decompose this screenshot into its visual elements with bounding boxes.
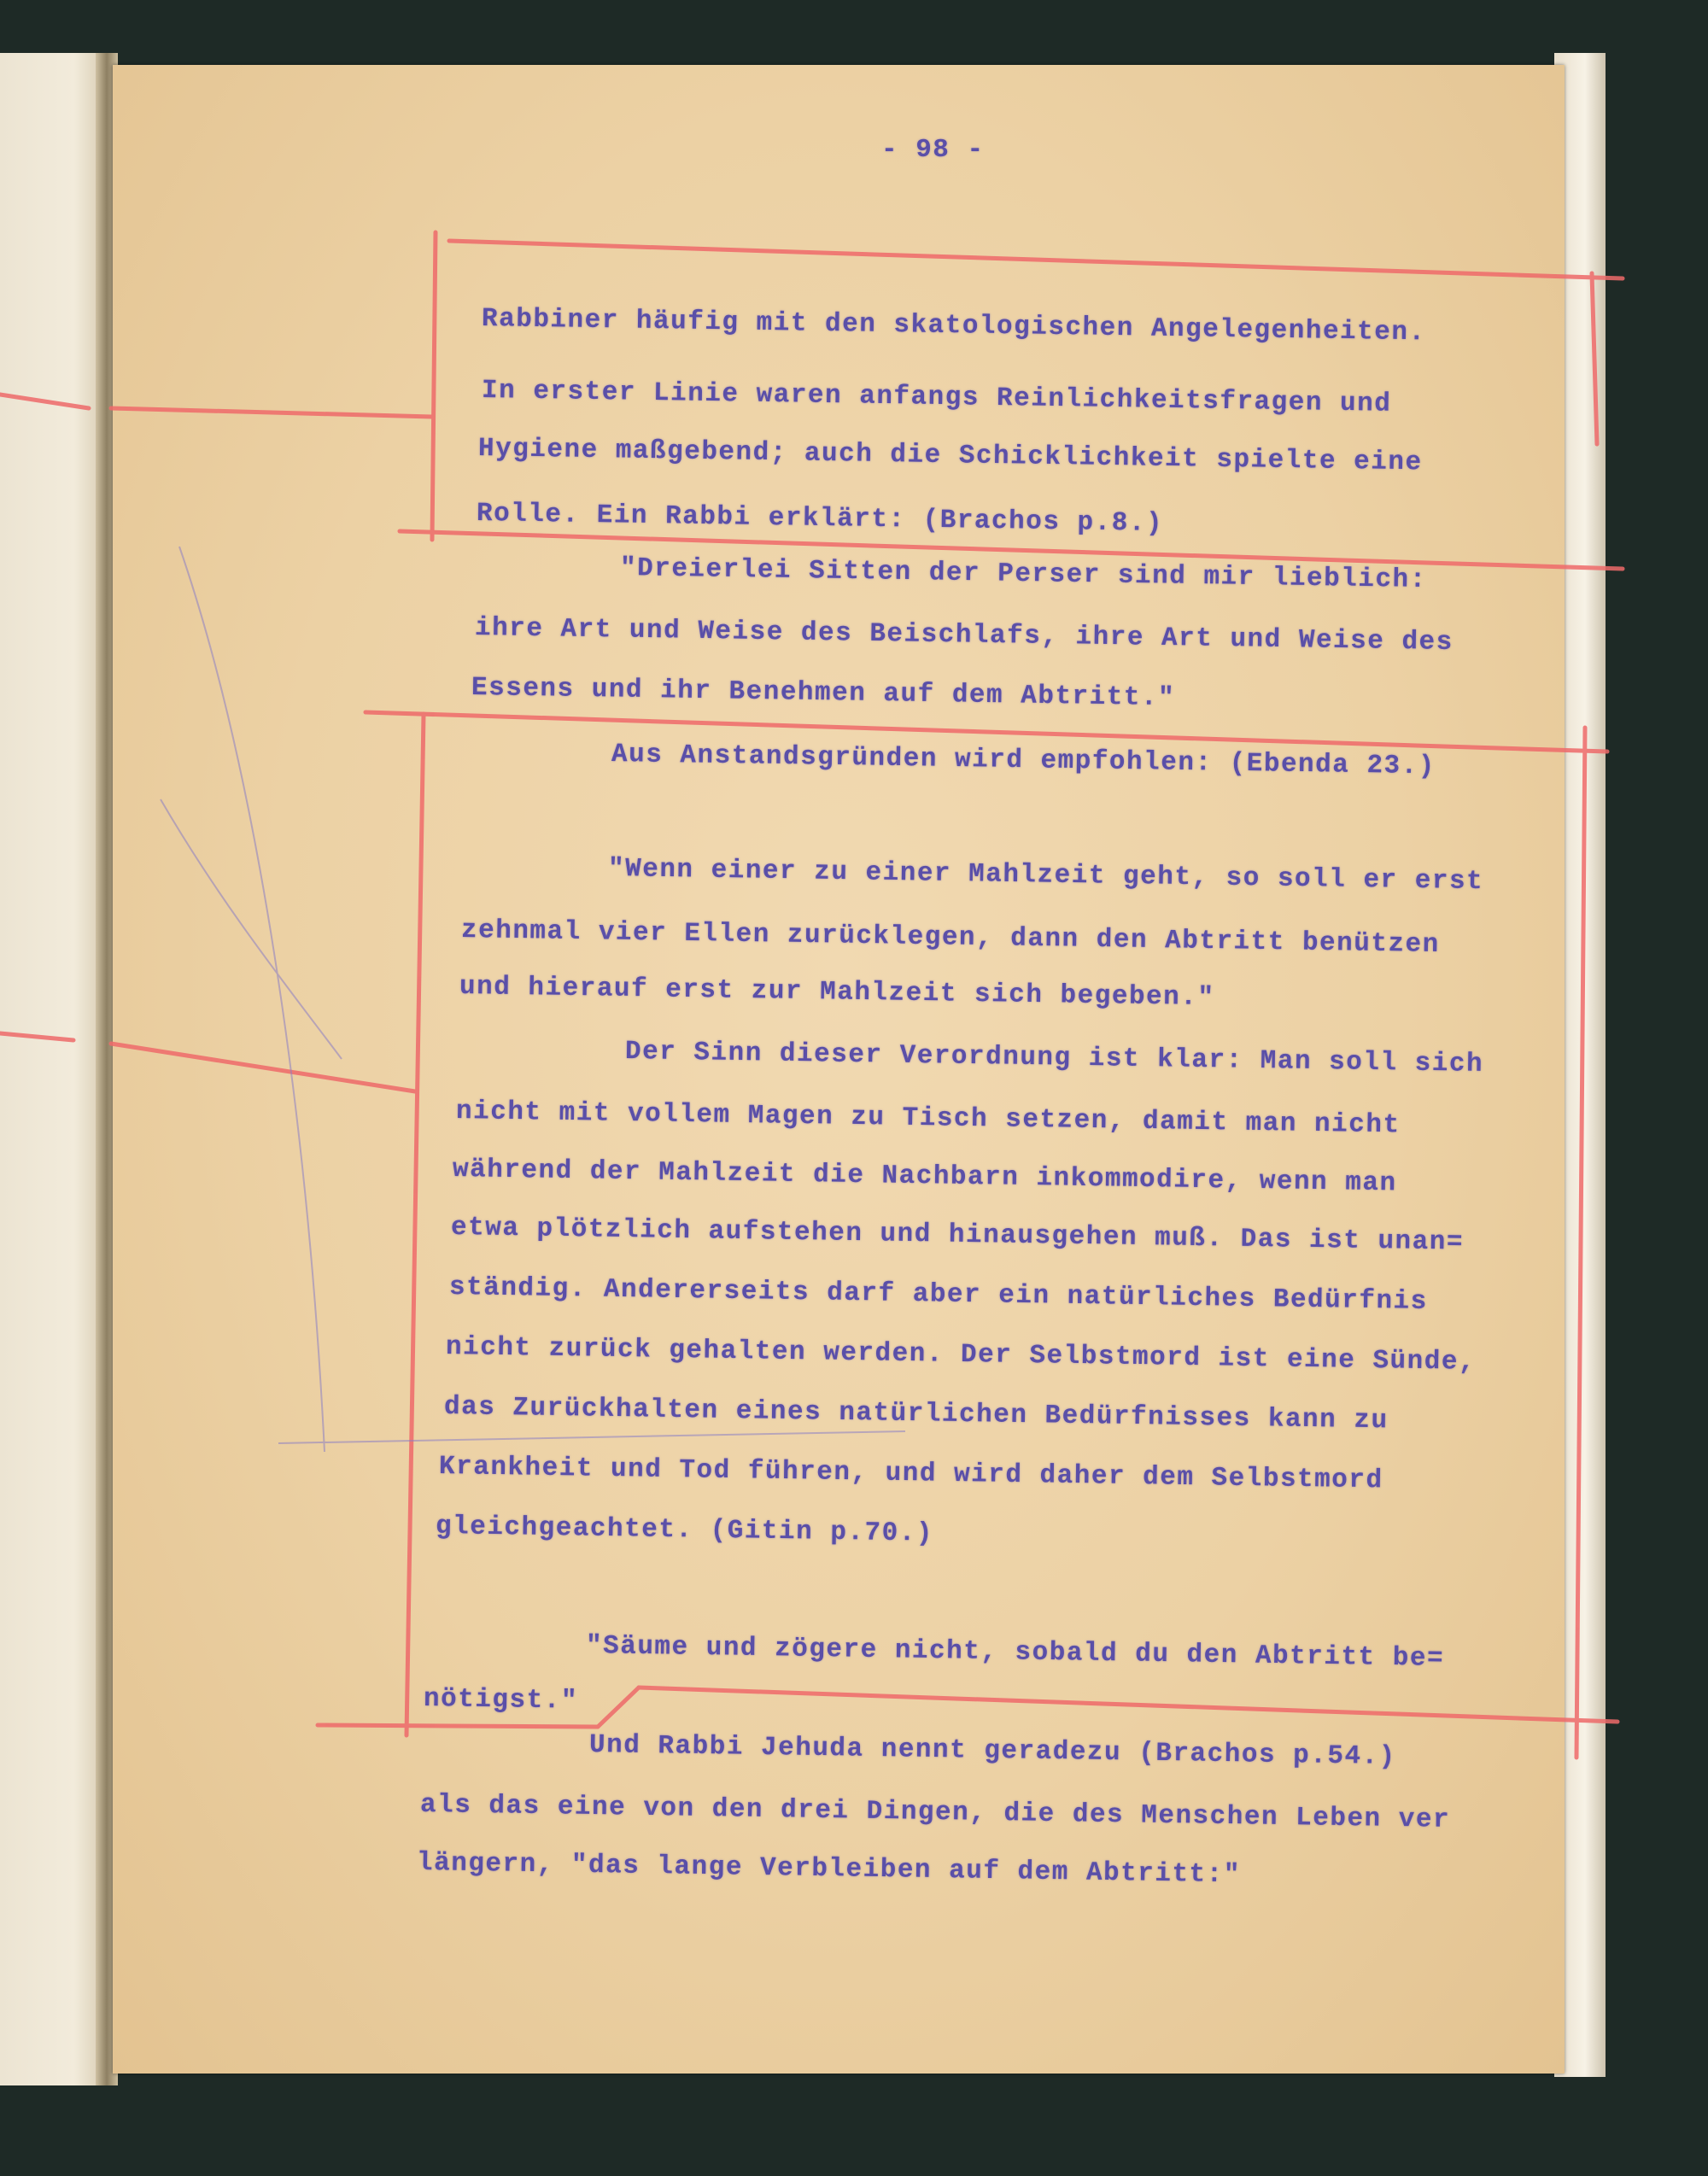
text-line-9: "Wenn einer zu einer Mahlzeit geht, so soll er erst bbox=[607, 854, 1484, 898]
text-line-7: Essens und ihr Benehmen auf dem Abtritt." bbox=[471, 673, 1176, 714]
text-line-15: etwa plötzlich aufstehen und hinausgehen muß. Das ist unan= bbox=[450, 1213, 1465, 1258]
text-line-25: längern, "das lange Verbleiben auf dem Abtritt:" bbox=[416, 1848, 1242, 1891]
text-line-1: Rabbiner häufig mit den skatologischen Angelegenheiten. bbox=[481, 304, 1426, 348]
text-line-17: nicht zurück gehalten werden. Der Selbstmord ist eine Sünde, bbox=[445, 1332, 1477, 1378]
text-line-14: während der Mahlzeit die Nachbarn inkommodire, wenn man bbox=[452, 1155, 1397, 1199]
text-line-18: das Zurückhalten eines natürlichen Bedürfnisses kann zu bbox=[443, 1392, 1389, 1436]
text-line-11: und hierauf erst zur Mahlzeit sich begeben." bbox=[459, 972, 1215, 1014]
text-line-22: nötigst." bbox=[423, 1684, 579, 1717]
text-line-13: nicht mit vollem Magen zu Tisch setzen, damit man nicht bbox=[455, 1097, 1401, 1141]
page-number: - 98 - bbox=[881, 135, 985, 165]
text-line-20: gleichgeachtet. (Gitin p.70.) bbox=[435, 1512, 934, 1549]
text-line-23: Und Rabbi Jehuda nennt geradezu (Brachos p.54.) bbox=[588, 1730, 1396, 1773]
text-line-3: Hygiene maßgebend; auch die Schicklichkeit spielte eine bbox=[477, 434, 1423, 478]
text-line-6: ihre Art und Weise des Beischlafs, ihre Art und Weise des bbox=[474, 613, 1454, 658]
text-line-8: Aus Anstandsgründen wird empfohlen: (Ebenda 23.) bbox=[611, 740, 1436, 782]
text-line-21: "Säume und zögere nicht, sobald du den Abtritt be= bbox=[585, 1631, 1445, 1674]
text-line-10: zehnmal vier Ellen zurücklegen, dann den Abtritt benützen bbox=[460, 915, 1441, 960]
text-line-24: als das eine von den drei Dingen, die des Menschen Leben ver bbox=[419, 1790, 1451, 1835]
text-line-5: "Dreierlei Sitten der Perser sind mir lieblich: bbox=[619, 553, 1427, 596]
text-line-2: In erster Linie waren anfangs Reinlichkeitsfragen und bbox=[481, 376, 1392, 419]
text-line-16: ständig. Andererseits darf aber ein natürliches Bedürfnis bbox=[448, 1272, 1429, 1317]
text-line-12: Der Sinn dieser Verordnung ist klar: Man soll sich bbox=[624, 1037, 1484, 1079]
text-line-19: Krankheit und Tod führen, und wird daher dem Selbstmord bbox=[438, 1452, 1383, 1496]
text-line-4: Rolle. Ein Rabbi erklärt: (Brachos p.8.) bbox=[476, 499, 1164, 539]
